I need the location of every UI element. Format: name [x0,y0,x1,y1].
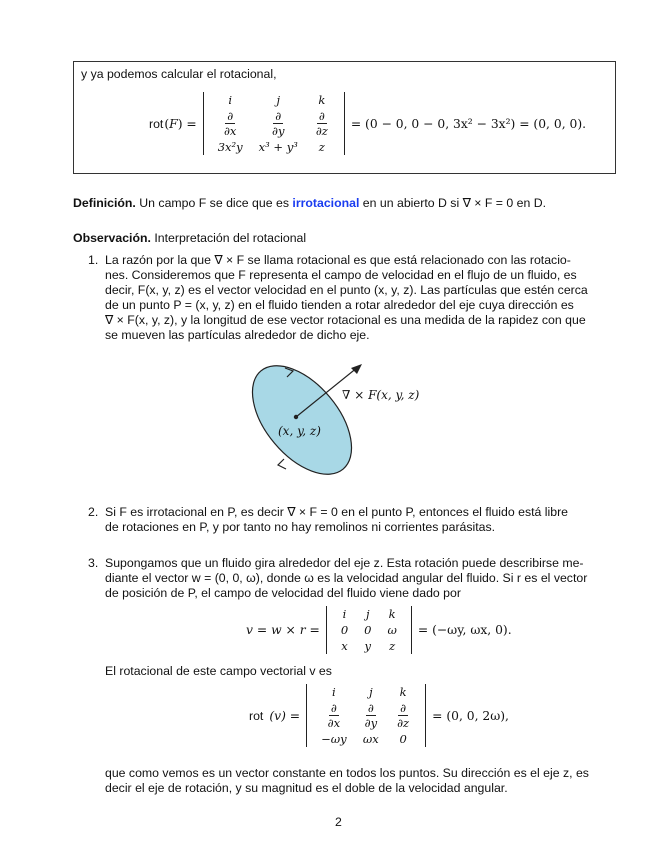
det-cell: j [369,685,373,699]
det-cell: 3x²y [217,140,243,154]
box-determinant [203,92,345,155]
box-result: = (0 − 0, 0 − 0, 3x² − 3x²) = (0, 0, 0). [350,116,587,131]
det-cell: 0 [399,732,407,746]
item1-line: ∇ × F(x, y, z), y la longitud de ese vector rotacional es una medida de la rapidez con que [105,313,586,327]
partial-den: ∂y [272,124,285,138]
item3-line: diante el vector w = (0, 0, ω), donde ω es la velocidad angular del fluido. Si r es el vector [105,571,588,585]
definition-text-a: Un campo F se dice que es [139,196,289,210]
det-cell: 0 [340,623,349,637]
item3-closing: decir el eje de rotación, y su magnitud es el doble de la velocidad angular. [105,781,508,795]
det-cell: ω [387,623,397,637]
item3-mid-text: El rotacional de este campo vectorial v es [105,664,332,678]
definition-highlight: irrotacional [292,196,360,210]
eq2-label: rot [249,708,264,723]
item2-number: 2. [88,505,99,519]
partial-num: ∂ [367,701,374,715]
partial-num: ∂ [227,109,234,123]
det-cell: j [276,93,281,107]
det-cell: z [318,140,325,154]
rotation-arrow-bottom [278,459,286,469]
rot-label: rot [149,116,164,131]
item3-line: Supongamos que un fluido gira alrededor del eje z. Esta rotación puede describirse me- [105,556,584,570]
velocity-equation [243,606,515,654]
det-cell: y [364,639,372,653]
box-equation: rot (F) = i j k $\frac{\partial}{\partial x}$ $\frac{\partial}{\partial y}$ $\frac{\partial}{\partial z}$ 3x²y x³ + y³ z = (0 − 0, 0 − 0, 3x² − 3x²) = (0, 0, 0). [149,93,587,154]
item1-line: La razón por la que ∇ × F se llama rotacional es que está relacionado con las rotacio- [105,253,571,267]
item3-number: 3. [88,556,99,570]
det-cell: i [342,607,347,621]
eq1-determinant [326,606,412,654]
rotation-figure [230,355,450,495]
eq1-result: = (−ωy, ωx, 0). [417,623,512,637]
det-cell: i [332,685,336,699]
det-cell: j [366,607,370,621]
partial-den: ∂z [397,716,410,730]
definition-text-b: en un abierto D si ∇ × F = 0 en D. [362,196,547,210]
curl-equation [246,684,512,747]
point-dot [294,415,298,419]
det-cell: −ωy [321,732,347,746]
item2-line: Si F es irrotacional en P, es decir ∇ × F = 0 en el punto P, entonces el fluido está libre [105,505,569,519]
observation [73,231,306,245]
item1-number: 1. [88,253,99,267]
partial-num: ∂ [318,109,325,123]
rot-arg: F [169,116,178,131]
det-cell: i [228,93,233,107]
partial-num: ∂ [400,701,407,715]
partial-num: ∂ [330,701,337,715]
definition-heading: Definición. [73,196,136,210]
item1-line: se mueven las partículas alrededor de dicho eje. [105,328,370,342]
eq2-result: = (0, 0, 2ω), [432,708,509,723]
item1-line: de un punto P = (x, y, z) en el fluido tienden a rotar alrededor del eje cuya dirección es [105,298,574,312]
eq2-arg: (v) = [269,708,301,723]
det-cell: k [399,685,407,699]
item1-line: decir, F(x, y, z) es el vector velocidad en el punto (x, y, z). Las partículas que estén cerca [105,283,588,297]
eq1-lhs: v = w × r = [246,623,320,637]
det-cell: k [318,93,326,107]
item2-line: de rotaciones en P, y por tanto no hay remolinos ni corrientes parásitas. [105,520,496,534]
eq2-determinant [306,684,426,747]
det-cell: x³ + y³ [258,140,298,154]
partial-den: ∂y [364,716,378,730]
partial-den: ∂z [315,124,328,138]
definition [73,196,546,210]
item3-closing: que como vemos es un vector constante en todos los puntos. Su dirección es el eje z, es [105,766,589,780]
item3-line: de posición de P, el campo de velocidad del fluido viene dado por [105,586,461,600]
partial-num: ∂ [275,109,282,123]
det-cell: ωx [362,732,379,746]
det-cell: 0 [364,623,372,637]
page-number: 2 [335,815,342,829]
box-intro: y ya podemos calcular el rotacional, [81,67,277,81]
det-cell: k [388,607,396,621]
vector-label: ∇ × F(x, y, z) [342,388,420,402]
observation-heading: Observación. [73,231,151,245]
point-label: (x, y, z) [278,424,321,438]
observation-title: Interpretación del rotacional [154,231,307,245]
det-cell: x [341,639,348,653]
det-cell: z [389,639,396,653]
partial-den: ∂x [327,716,341,730]
curl-vector-head [351,364,362,374]
item1-line: nes. Consideremos que F representa el campo de velocidad en el flujo de un fluido, es [105,268,577,282]
partial-den: ∂x [223,124,237,138]
